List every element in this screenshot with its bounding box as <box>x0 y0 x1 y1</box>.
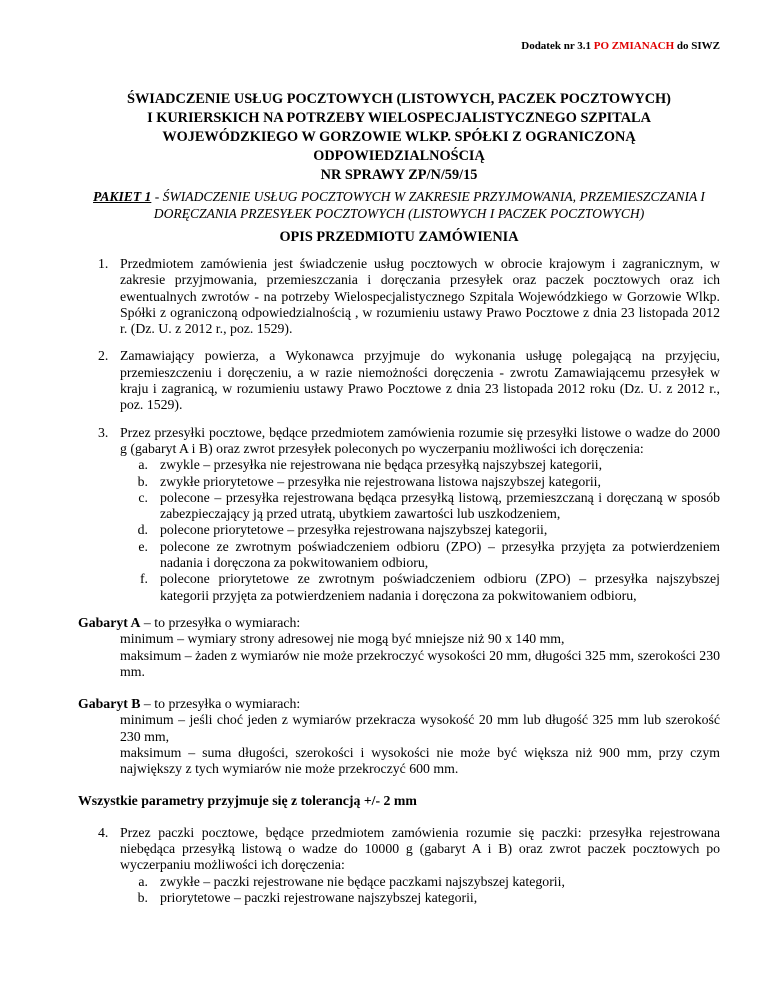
sub-list <box>120 457 720 604</box>
numbered-list <box>78 256 720 604</box>
item-text: Zamawiający powierza, a Wykonawca przyjmuje do wykonania usługę polegającą na przyjęciu, przemieszczeniu i doręczeniu, a w razie niemożności doręczenia - zwrotu Zamawiającemu przesyłek w kraju i zagranicą, w rozumieniu ustawy Prawo Pocztowe z dnia 23 listopada 2012 roku (Dz. U. z 2012 r., poz. 1529). <box>120 348 720 413</box>
gabaryt-a-line: minimum – wymiary strony adresowej nie mogą być mniejsze niż 90 x 140 mm, <box>120 631 565 647</box>
sub-text: polecone ze zwrotnym poświadczeniem odbioru (ZPO) – przesyłka przyjęta za potwierdzeniem nadania i doręczona za pokwitowaniem odbioru, <box>160 538 720 571</box>
sub-letter: b. <box>137 473 148 489</box>
sub-item <box>120 890 720 906</box>
sub-letter: f. <box>139 571 148 587</box>
gabaryt-a-line: maksimum – żaden z wymiarów nie może przekroczyć wysokości 20 mm, długości 325 mm, szerokości 230 mm. <box>120 647 720 679</box>
list-item <box>78 425 720 604</box>
sub-item <box>120 457 720 473</box>
gabaryt-a-label: Gabaryt A <box>78 614 141 630</box>
numbered-list-continued <box>78 825 720 906</box>
sub-letter: e. <box>138 538 148 554</box>
header-prefix: Dodatek nr 3.1 <box>521 40 594 52</box>
sub-text: polecone priorytetowe – przesyłka rejestrowana najszybszej kategorii, <box>160 522 548 538</box>
sub-item <box>120 474 720 490</box>
tolerance-note: Wszystkie parametry przyjmuje się z tolerancją +/- 2 mm <box>78 792 417 808</box>
gabaryt-b-line: minimum – jeśli choć jeden z wymiarów przekracza wysokość 20 mm lub długość 325 mm lub szerokość 230 mm, <box>120 712 720 744</box>
sub-text: polecone priorytetowe ze zwrotnym poświadczeniem odbioru (ZPO) – przesyłka najszybszej kategorii przyjęta za potwierdzeniem nadania i doręczona za pokwitowaniem odbioru, <box>160 571 720 603</box>
sub-letter: d. <box>137 522 148 538</box>
gabaryt-b-label: Gabaryt B <box>78 696 141 712</box>
gabaryt-a-heading <box>78 615 720 631</box>
item-number: 3. <box>98 424 109 440</box>
document-title <box>78 90 720 185</box>
gabaryt-b-line: maksimum – suma długości, szerokości i wysokości nie może być większa niż 900 mm, przy czym największy z tych wymiarów nie może przekroczyć 600 mm. <box>120 745 720 777</box>
sub-text: zwykłe priorytetowe – przesyłka nie rejestrowana listowa najszybszej kategorii, <box>160 473 601 489</box>
package-heading <box>78 189 720 222</box>
sub-list <box>120 874 720 907</box>
sub-text: zwykle – przesyłka nie rejestrowana nie będąca przesyłką najszybszej kategorii, <box>160 457 603 473</box>
sub-text: polecone – przesyłka rejestrowana będąca przesyłką listową, przemieszczaną i doręczaną w sposób zabezpieczający ją przed utratą, ubytkiem zawartości lub uszkodzeniem, <box>160 489 720 522</box>
gabaryt-a-block <box>78 615 720 680</box>
list-item <box>78 348 720 413</box>
sub-letter: b. <box>137 889 148 905</box>
gabaryt-b-block <box>78 696 720 777</box>
item-number: 2. <box>98 348 109 364</box>
title-line: NR SPRAWY ZP/N/59/15 <box>320 167 478 183</box>
sub-item <box>120 522 720 538</box>
title-line: ŚWIADCZENIE USŁUG POCZTOWYCH (LISTOWYCH, PACZEK POCZTOWYCH) <box>127 91 671 107</box>
title-line: I KURIERSKICH NA POTRZEBY WIELOSPECJALISTYCZNEGO SZPITALA <box>147 110 651 126</box>
sub-item <box>120 571 720 604</box>
gabaryt-b-heading <box>78 696 720 712</box>
header-highlight: PO ZMIANACH <box>593 40 675 52</box>
item-text: Przez przesyłki pocztowe, będące przedmiotem zamówienia rozumie się przesyłki listowe o wadze do 2000 g (gabaryt A i B) oraz zwrot przesyłek poleconych po wyczerpaniu możliwości ich doręczenia: <box>120 424 720 456</box>
sub-text: zwykłe – paczki rejestrowane nie będące paczkami najszybszej kategorii, <box>160 873 565 889</box>
sub-item <box>120 490 720 523</box>
sub-letter: a. <box>138 873 148 889</box>
list-item <box>78 825 720 906</box>
sub-item <box>120 539 720 572</box>
sub-letter: c. <box>138 489 148 505</box>
sub-letter: a. <box>138 457 148 473</box>
item-text: Przez paczki pocztowe, będące przedmiotem zamówienia rozumie się paczki: przesyłka rejestrowana niebędąca przesyłką listową o wadze do 10000 g (gabaryt A i B) oraz zwrot paczek pocztowych po wyczerpaniu możliwości ich doręczenia: <box>120 824 720 873</box>
sub-text: priorytetowe – paczki rejestrowane najszybszej kategorii, <box>160 889 478 905</box>
item-number: 4. <box>98 824 109 840</box>
list-item <box>78 256 720 337</box>
title-line: ODPOWIEDZIALNOŚCIĄ <box>313 148 485 164</box>
gabaryt-b-intro: – to przesyłka o wymiarach: <box>140 696 301 712</box>
sub-item <box>120 874 720 890</box>
item-number: 1. <box>98 256 109 271</box>
gabaryt-a-intro: – to przesyłka o wymiarach: <box>140 614 301 630</box>
attachment-header <box>78 0 720 54</box>
package-text: - ŚWIADCZENIE USŁUG POCZTOWYCH W ZAKRESIE PRZYJMOWANIA, PRZEMIESZCZANIA I DORĘCZANIA PRZESYŁEK POCZTOWYCH (LISTOWYCH I PACZEK POCZTOWYCH) <box>151 189 705 221</box>
title-line: WOJEWÓDZKIEGO W GORZOWIE WLKP. SPÓŁKI Z OGRANICZONĄ <box>162 129 636 145</box>
section-title: OPIS PRZEDMIOTU ZAMÓWIENIA <box>279 229 519 245</box>
header-suffix: do SIWZ <box>674 40 720 52</box>
item-text: Przedmiotem zamówienia jest świadczenie usług pocztowych w obrocie krajowym i zagranicznym, w zakresie przyjmowania, przemieszczania i doręczania przesyłek oraz paczek pocztowych oraz ich ewentualnych zwrotów - na potrzeby Wielospecjalistycznego Szpitala Wojewódzkiego w Gorzowie Wlkp. Spółki z ograniczoną odpowiedzialnością , w rozumieniu ustawy Prawo Pocztowe z dnia 23 listopada 2012 r. (Dz. U. z 2012 r., poz. 1529). <box>120 256 720 337</box>
package-label: PAKIET 1 <box>93 189 152 204</box>
